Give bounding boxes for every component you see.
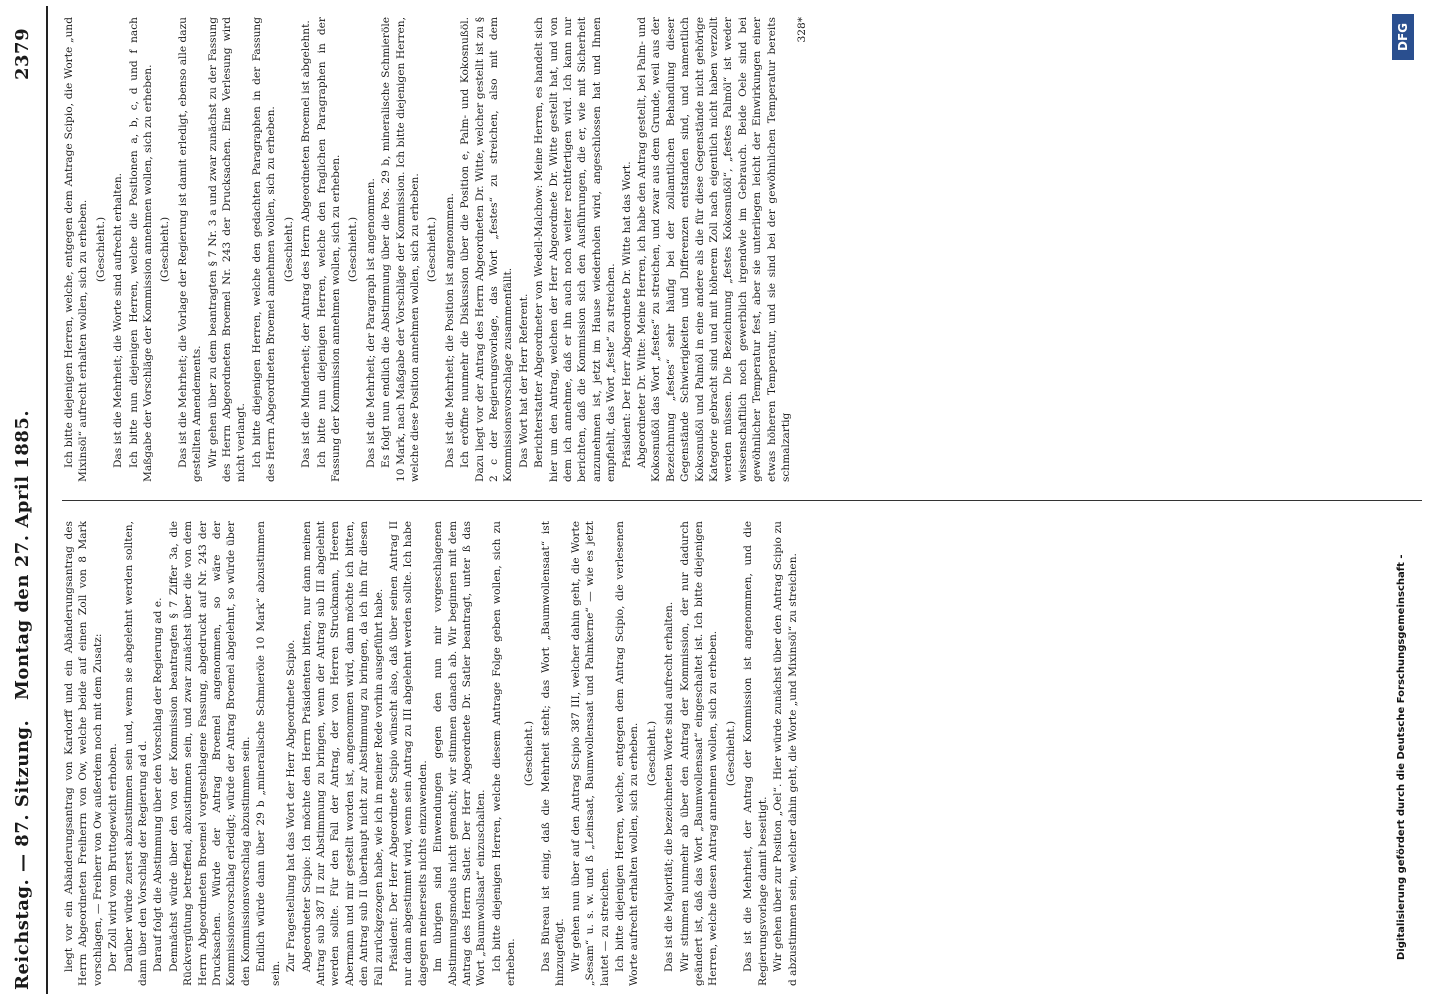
- paragraph: Wir gehen über zur Position „Oel“. Hier würde zunächst über den Antrag Scipio zu d abzustimmen sein, welcher dahin geht, die Worte „und Mixinsöl“ zu streichen.: [772, 521, 799, 986]
- paragraph: Das ist die Minderheit; der Antrag des Herrn Abgeordneten Broemel ist abgelehnt.: [300, 20, 313, 468]
- paragraph: Abgeordneter Dr. Witte: Meine Herren, ich habe den Antrag gestellt, bei Palm- und Kokosnußöl das Wort „festes“ zu streichen, und zwar aus dem Grunde, weil aus der Bezeichnung „festes“ sehr häufig bei der zollamtlichen Behandlung dieser Gegenstände Schwierigkeiten und Differenzen entstanden sind, und namentlich Kokosnußöl und Palmöl in eine andere als die für diese Gegenstände nicht gehörige Kategorie gebracht sind und mit höherem Zoll nach eigentlich nicht haben verzollt werden müssen. Die Bezeichnung „festes Kokosnußöl“, „festes Palmöl“ ist weder wissenschaftlich noch gewerblich irgendwie im Gebrauch. Beide Oele sind bei gewöhnlicher Temperatur fest, aber sie unterliegen leicht der Einwirkungen einer etwas höheren Temperatur, und sie sind bei der gewöhnlichen Temperatur bereits schmalzartig: [636, 17, 793, 482]
- page-header: [0, 0, 52, 1000]
- paragraph: Das ist die Majorität; die bezeichneten Worte sind aufrecht erhalten.: [663, 601, 676, 972]
- paragraph: Darüber würde zuerst abzustimmen sein und, wenn sie abgelehnt werden sollten, dann über den Vorschlag der Regierung ad d.: [122, 521, 150, 986]
- paragraph: Darauf folgt die Abstimmung über den Vorschlag der Regierung ad e.: [152, 597, 165, 972]
- digitization-credit: Digitalisierung gefördert durch die Deutsche Forschungsgemeinschaft -: [1396, 554, 1407, 960]
- paragraph: Das Büreau ist einig, daß die Mehrheit steht; das Wort „Baumwollensaat“ ist hinzugefügt.: [540, 521, 567, 986]
- paragraph: (Geschieht.): [282, 216, 295, 283]
- paragraph: (Geschieht.): [159, 216, 172, 283]
- paragraph: Demnächst würde über den von der Kommission beantragten § 7 Ziffer 3a, die Rückvergütung betreffend, abzustimmen sein, und zwar zunächst über die von dem Herrn Abgeordneten Broemel vorgeschlagene Fassung, abgedruckt auf Nr. 243 der Drucksachen. Würde der Antrag Broemel angenommen, so wäre der Kommissionsvorschlag erledigt; würde der Antrag Broemel abgelehnt, so würde über den Kommissionsvorschlag abzustimmen sein.: [167, 521, 252, 986]
- paragraph: Ich bitte diejenigen Herren, welche den gedachten Paragraphen in der Fassung des Herrn Abgeordneten Broemel annehmen wollen, sich zu erheben.: [250, 17, 278, 482]
- paragraph: Abgeordneter Scipio: Ich möchte den Herrn Präsidenten bitten, nur dann meinen Antrag sub 387 II zur Abstimmung zu bringen, wenn der Antrag sub III abgelehnt werden sollte. Für den Fall der Antrag, der von Herren Struckmann, Heeren Abermann und mir gestellt worden ist, angenommen wird, dann möchte ich bitten, den Antrag sub II überhaupt nicht zur Abstimmung zu bringen, da ich ihn für diesen Fall zurückgezogen habe, wie ich in meiner Rede vorhin ausgeführt habe.: [300, 521, 385, 986]
- paragraph: Wir gehen nun über auf den Antrag Scipio 387 III, welcher dahin geht, die Worte „Sesam“ u. s. w. und ß „Leinsaat, Baumwollensaat und Palmkerne“ — wie es jetzt lautet — zu streichen.: [569, 521, 611, 986]
- paragraph: Ich bitte nun diejenigen Herren, welche die Positionen a, b, c, d und f nach Maßgabe der Vorschläge der Kommission annehmen wollen, sich zu erheben.: [127, 17, 155, 482]
- paragraph: Das Wort hat der Herr Referent.: [517, 293, 530, 468]
- paragraph: (Geschieht.): [645, 720, 658, 787]
- paragraph: 328*: [795, 17, 808, 43]
- paragraph: Endlich würde dann über 29 b „mineralische Schmieröle 10 Mark“ abzustimmen sein.: [255, 521, 282, 986]
- paragraph: Das ist die Mehrheit, der Antrag der Kommission ist angenommen, und die Regierungsvorlage damit beseitigt.: [742, 521, 769, 986]
- column-divider: [62, 500, 1422, 501]
- page-number: 2379: [12, 27, 33, 80]
- paragraph: Das ist die Mehrheit; die Worte sind aufrecht erhalten.: [112, 172, 125, 468]
- paragraph: Ich bitte nun diejenigen Herren, welche den fraglichen Paragraphen in der Fassung der Kommission annehmen wollen, sich zu erheben.: [315, 17, 342, 482]
- left-text-column: [62, 521, 1432, 986]
- running-head-left: Reichstag. — 87. Sitzung.: [12, 719, 33, 990]
- running-head-date: Montag den 27. April 1885.: [12, 409, 33, 700]
- right-text-column: [62, 17, 1292, 482]
- paragraph: Wir gehen über zu dem beantragten § 7 Nr. 3 a und zwar zunächst zu der Fassung des Herrn Abgeordneten Broemel Nr. 243 der Drucksachen. Eine Verlesung wird nicht verlangt.: [206, 17, 248, 482]
- dfg-logo: DFG: [1392, 14, 1414, 60]
- paragraph: (Geschieht.): [426, 216, 439, 283]
- paragraph: Es folgt nun endlich die Abstimmung über die Pos. 29 b, mineralische Schmieröle 10 Mark, nach Maßgabe der Vorschläge der Kommission. Ich bitte diejenigen Herren, welche diese Position annehmen wollen, sich zu erheben.: [380, 17, 421, 482]
- paragraph: Ich bitte diejenigen Herren, welche, entgegen dem Antrag Scipio, die verlesenen Worte aufrecht erhalten wollen, sich zu erheben.: [614, 521, 641, 986]
- paragraph: Das ist die Mehrheit; der Paragraph ist angenommen.: [364, 178, 377, 468]
- paragraph: (Geschieht.): [724, 720, 737, 787]
- paragraph: Berichterstatter Abgeordneter von Wedell-Malchow: Meine Herren, es handelt sich hier um den Antrag, welchen der Herr Abgeordnete Dr. Witte gestellt hat, und von dem ich annehme, daß er ihn auch noch weiter rechtfertigen wird. Ich kann nur berichten, daß die Kommission sich den Ausführungen, die er, wie mit Sicherheit anzunehmen ist, jetzt im Hause wiederholen wird, angeschlossen hat und Ihnen empfiehlt, das Wort „feste“ zu streichen.: [533, 17, 618, 482]
- header-rule: [46, 6, 48, 994]
- paragraph: Das ist die Mehrheit; die Position ist angenommen.: [443, 193, 456, 468]
- paragraph: Ich bitte diejenigen Herren, welche diesem Antrage Folge geben wollen, sich zu erheben.: [490, 521, 518, 986]
- paragraph: Im übrigen sind Einwendungen gegen den nun mir vorgeschlagenen Abstimmungsmodus nicht gemacht; wir stimmen danach ab. Wir beginnen mit dem Antrag des Herrn Satler. Der Herr Abgeordnete Dr. Satler beantragt, unter ß das Wort „Baumwollsaat“ einzuschalten.: [432, 521, 488, 986]
- paragraph: Zur Fragestellung hat das Wort der Herr Abgeordnete Scipio.: [285, 639, 298, 972]
- paragraph: Präsident: Der Herr Abgeordnete Dr. Witte hat das Wort.: [620, 161, 633, 468]
- paragraph: Der Zoll wird vom Bruttogewicht erhoben.: [107, 743, 120, 972]
- digitization-sidebar: [1388, 0, 1432, 1000]
- paragraph: Ich bitte diejenigen Herren, welche, entgegen dem Antrage Scipio, die Worte „und Mixinsöl“ aufrecht erhalten wollen, sich zu erheben.: [63, 17, 90, 482]
- paragraph: Das ist die Mehrheit; die Vorlage der Regierung ist damit erledigt, ebenso alle dazu gestellten Amendements.: [176, 17, 204, 482]
- paragraph: Präsident: Der Herr Abgeordnete Scipio wünscht also, daß über seinen Antrag II nur dann abgestimmt wird, wenn sein Antrag zu III abgelehnt werden sollte. Ich habe dagegen meinerseits nichts einzuwenden.: [387, 521, 429, 986]
- paragraph: liegt vor ein Abänderungsantrag von Kardorff und ein Abänderungsantrag des Herrn Abgeordneten Freiherrn von Ow, welche beide auf einen Zoll von 8 Mark vorschlagen, — Freiherr von Ow außerdem noch mit dem Zusatz:: [63, 521, 104, 986]
- paragraph: (Geschieht.): [94, 216, 107, 283]
- paragraph: Ich eröffne nunmehr die Diskussion über die Position e, Palm- und Kokosnußöl. Dazu liegt vor der Antrag des Herrn Abgeordneten Dr. Witte, welcher gestellt ist zu § 2 c der Regierungsvorlage, das Wort „festes“ zu streichen, also mit dem Kommissionsvorschlage zusammenfällt.: [459, 17, 515, 482]
- paragraph: (Geschieht.): [522, 720, 535, 787]
- paragraph: Wir stimmen nunmehr ab über den Antrag der Kommission, der nur dadurch geändert ist, daß das Wort „Baumwollensaat“ eingeschaltet ist. Ich bitte diejenigen Herren, welche diesen Antrag annehmen wollen, sich zu erheben.: [678, 521, 720, 986]
- paragraph: (Geschieht.): [347, 216, 360, 283]
